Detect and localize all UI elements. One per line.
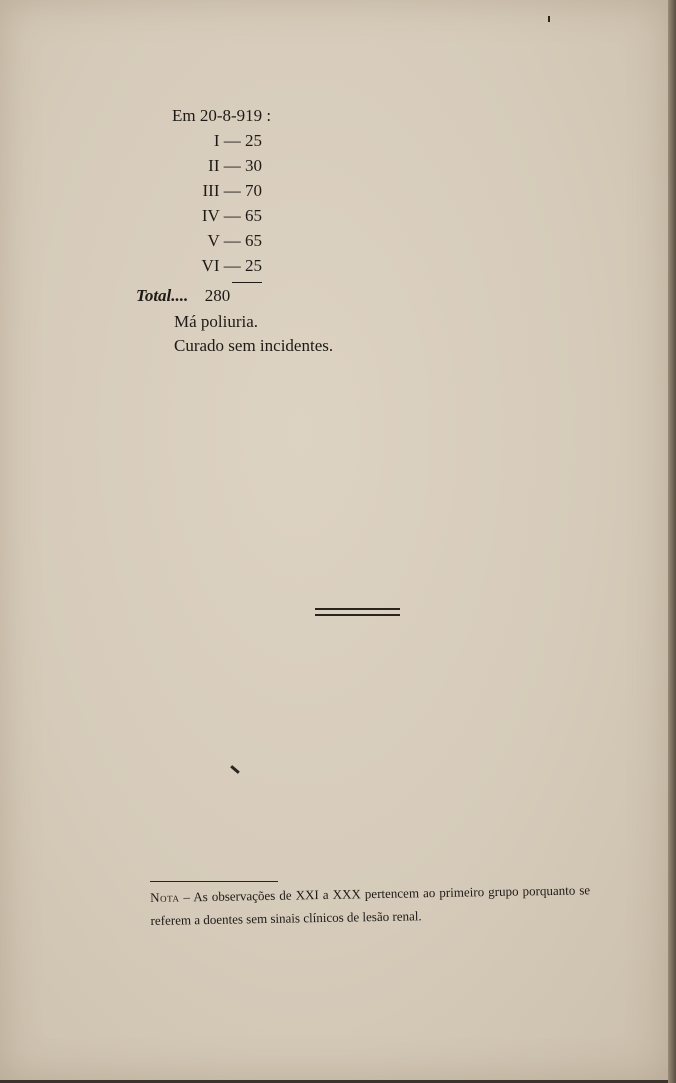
- fraction-dash: —: [223, 206, 241, 225]
- fraction-row-5: [162, 231, 262, 251]
- fraction-dash: —: [223, 156, 241, 175]
- fraction-row-6: [162, 256, 262, 276]
- fraction-dash: —: [223, 131, 241, 150]
- fraction-roman: II: [208, 156, 220, 175]
- total-label: Total....: [136, 286, 189, 305]
- page-edge: [668, 0, 676, 1083]
- fraction-value: 65: [245, 206, 262, 225]
- fraction-row-4: [162, 206, 262, 226]
- fraction-roman: VI: [201, 256, 220, 275]
- fraction-roman: V: [207, 231, 220, 250]
- footnote-lead: Nota: [150, 889, 180, 905]
- fraction-dash: —: [223, 256, 241, 275]
- fraction-value: 30: [245, 156, 262, 175]
- fraction-roman: I: [213, 131, 220, 150]
- fraction-value: 65: [245, 231, 262, 250]
- fraction-roman: IV: [201, 206, 220, 225]
- fraction-dash: —: [223, 181, 241, 200]
- remark-outcome: Curado sem incidentes.: [174, 336, 334, 355]
- fraction-row-2: [162, 156, 262, 176]
- fraction-value: 25: [245, 131, 262, 150]
- section-divider-bottom: [315, 614, 400, 616]
- total-value: 280: [204, 286, 231, 305]
- total-rule: [232, 282, 262, 283]
- page-mark: [548, 16, 550, 22]
- section-divider-top: [315, 608, 400, 610]
- total-line: [136, 286, 230, 306]
- footnote-rule: [150, 881, 278, 882]
- fraction-dash: —: [223, 231, 241, 250]
- fraction-value: 70: [245, 181, 262, 200]
- measurement-date: Em 20-8-919 :: [172, 106, 272, 125]
- fraction-row-3: [162, 181, 262, 201]
- footnote-text: – As observações de XXI a XXX pertencem ao primeiro grupo porquanto se referem a doentes sem sinais clínicos de lesão renal.: [150, 882, 591, 928]
- fraction-value: 25: [245, 256, 262, 275]
- footnote: [150, 878, 591, 932]
- fraction-row-1: [162, 131, 262, 151]
- remark-poliuria: Má poliuria.: [174, 312, 259, 331]
- fraction-roman: III: [202, 181, 220, 200]
